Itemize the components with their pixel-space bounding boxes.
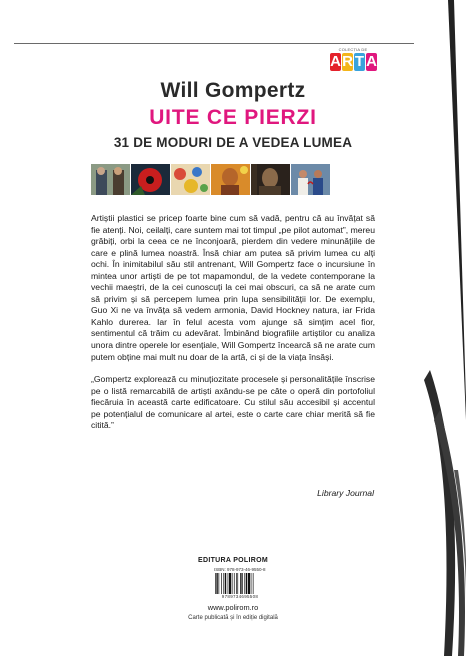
artwork-thumbnail bbox=[291, 164, 330, 195]
isbn-label: ISBN: 978-973-46-9550-8 bbox=[214, 567, 266, 572]
artwork-thumbnail bbox=[131, 164, 170, 195]
book-title: UITE CE PIERZI bbox=[149, 106, 317, 129]
barcode-bar bbox=[221, 573, 222, 594]
barcode-bar bbox=[229, 573, 231, 594]
barcode-bar bbox=[240, 573, 241, 594]
review-quote: „Gompertz explorează cu minuțiozitate procesele și personalitățile înscrise pe o listă remarcabilă de artiști axându-se pe câte o operă din portofoliul fiecăruia în această carte edificatoare. Cu stilul său accesibil și accentul pe potențialul de comunicare al artei, este o carte care chiar merită să fie citită.” bbox=[91, 374, 375, 431]
barcode-bar bbox=[228, 573, 229, 594]
barcode-bar bbox=[237, 573, 238, 594]
top-divider-line bbox=[14, 43, 414, 44]
artwork-thumbnail bbox=[251, 164, 290, 195]
artwork-thumbnails bbox=[91, 164, 330, 195]
barcode-bar bbox=[234, 573, 235, 594]
barcode-bar bbox=[246, 573, 247, 594]
isbn-barcode bbox=[214, 573, 269, 594]
series-letter: A bbox=[366, 53, 377, 70]
barcode-digits: 9789734695508 bbox=[221, 594, 259, 599]
artwork-thumbnail bbox=[211, 164, 250, 195]
series-label: COLECȚIA DE bbox=[338, 47, 368, 52]
author-name: Will Gompertz bbox=[160, 79, 306, 102]
publisher-name: EDITURA POLIROM bbox=[198, 557, 268, 564]
book-description-block bbox=[91, 213, 375, 443]
barcode-bar bbox=[219, 573, 220, 594]
series-logo bbox=[327, 47, 379, 73]
barcode-bar bbox=[232, 573, 233, 594]
barcode-bar bbox=[223, 573, 224, 594]
artwork-thumbnail bbox=[171, 164, 210, 195]
series-letters bbox=[330, 53, 377, 71]
artwork-thumbnail bbox=[91, 164, 130, 195]
book-subtitle: 31 DE MODURI DE A VEDEA LUMEA bbox=[113, 135, 353, 150]
series-letter: R bbox=[342, 53, 353, 70]
barcode-bar bbox=[244, 573, 245, 594]
barcode-bar bbox=[242, 573, 243, 594]
barcode-bar bbox=[225, 573, 226, 594]
series-letter: T bbox=[354, 53, 365, 70]
barcode-bar bbox=[248, 573, 250, 594]
barcode-bar bbox=[215, 573, 216, 594]
barcode-bar bbox=[236, 573, 237, 594]
digital-edition-note: Carte publicată și în ediție digitală bbox=[188, 615, 278, 621]
series-letter: A bbox=[330, 53, 341, 70]
barcode-bar bbox=[253, 573, 254, 594]
book-description: Artiștii plastici se pricep foarte bine cum să vadă, pentru că au învățat să fie atenți. Noi, ceilalți, care suntem mai tot timpul „pe pilot automat”, mereu grăbiți, orbi la ceea ce ne înconjoară, pierdem din vedere minunățiile de care e plină lumea noastră. Însă chiar am putea să privim lumea cu alți ochi. În inimitabilul său stil antrenant, Will Gompertz face o incursiune în mintea unor artiști de pe tot mapamondul, de la vedete contemporane la vechii maeștri, de la cei cunoscuți la cei mai obscuri, ca să ne arate cum să privim și să percepem lumea prin lupa sensibilității lor. De exemplu, Guo Xi ne va învăța să vedem armonia, David Hockney natura, iar Frida Kahlo durerea. Iar în felul acesta vom ajunge să simțim acel fior, sentimentul că trăim cu adevărat. Îmbinând biografiile artiștilor cu analiza unora dintre operele lor esențiale, Will Gompertz încearcă să ne arate cum putem obține mai mult nu doar de la artă, ci și de la viața însăși. bbox=[91, 213, 375, 362]
barcode-bar bbox=[216, 573, 217, 594]
review-source: Library Journal bbox=[317, 488, 374, 498]
publisher-website[interactable]: www.polirom.ro bbox=[207, 603, 259, 612]
barcode-bar bbox=[251, 573, 252, 594]
